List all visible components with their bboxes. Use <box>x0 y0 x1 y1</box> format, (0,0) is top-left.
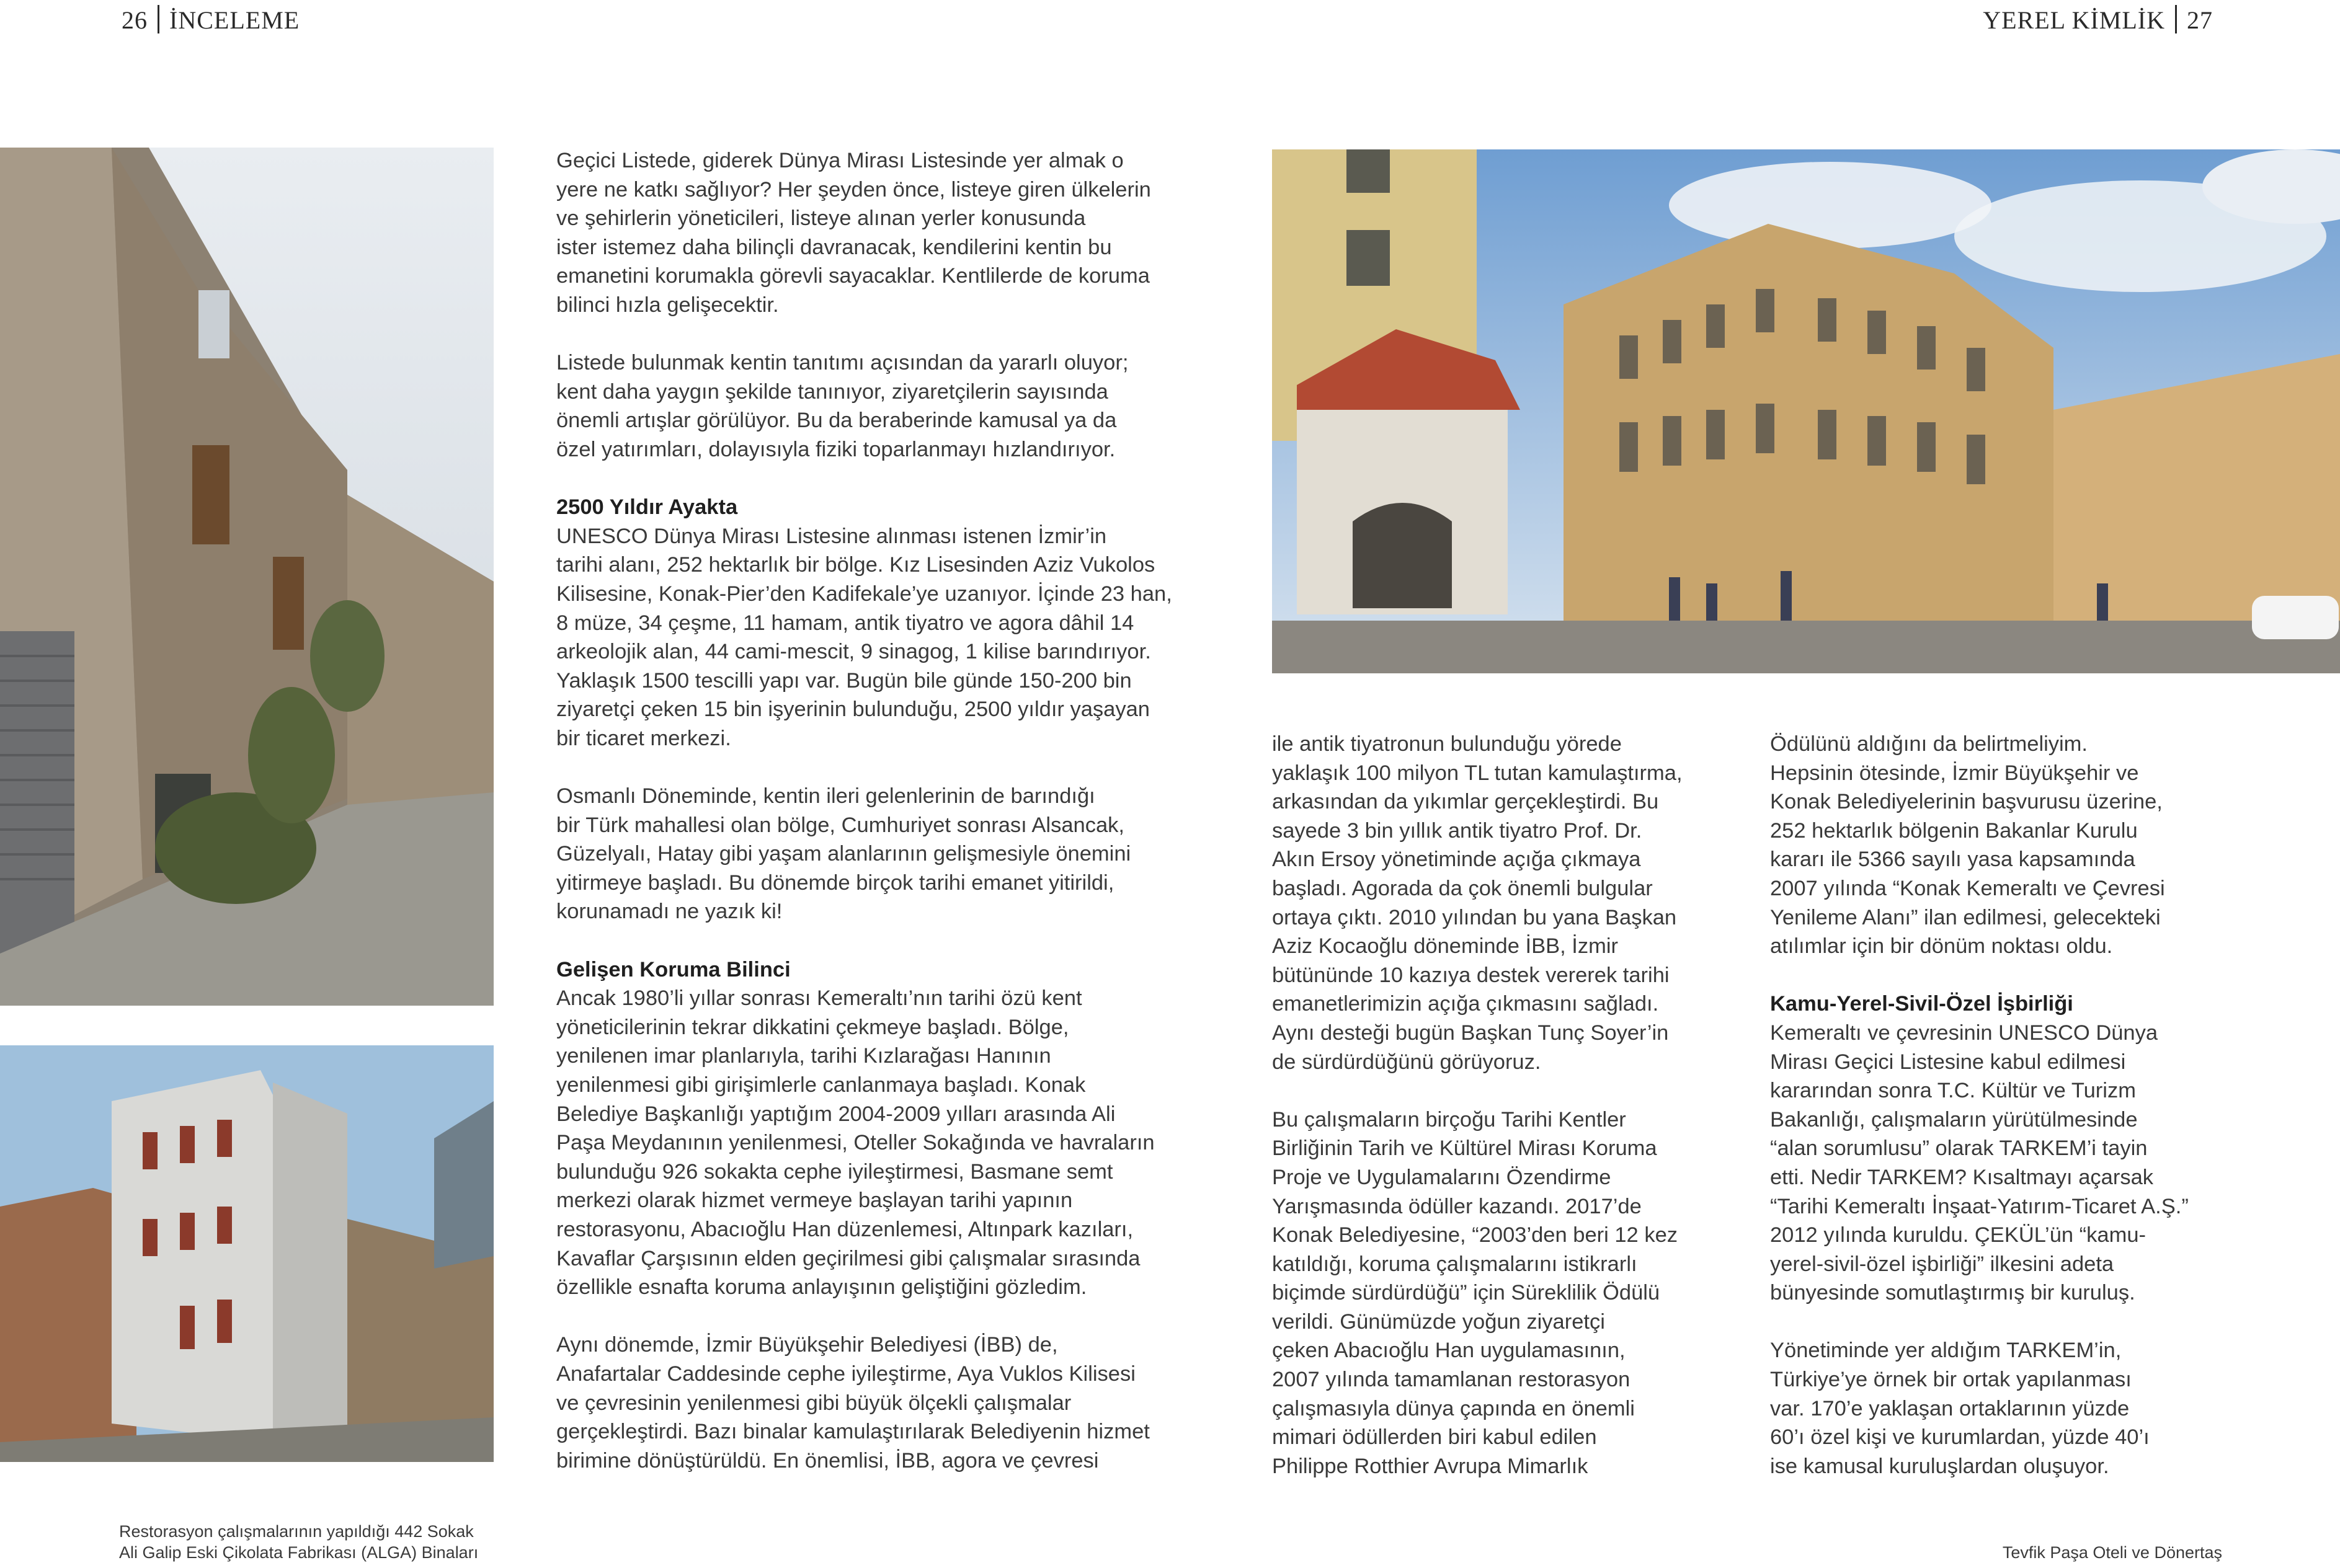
paragraph: Bu çalışmaların birçoğu Tarihi Kentler Birliğinin Tarih ve Kültürel Mirası Koruma Proje ve Uygulamalarını Özendirme Yarışmasında ödüller kazandı. 2017’de Konak Belediyesine, “2003’den beri 12 kez katıldığı, koruma çalışmalarını istikrarlı biçimde sürdürdüğü” için Süreklilik Ödülü verildi. Günümüzde yoğun ziyaretçi çeken Abacıoğlu Han uygulamasının, 2007 yılında tamamlanan restorasyon çalışmasıyla dünya çapında en önemli mimari ödüllerden biri kabul edilen Philippe Rotthier Avrupa Mimarlık <box>1272 1107 1678 1478</box>
section-title-right: YEREL KİMLİK <box>1983 6 2165 34</box>
header-divider <box>2175 5 2177 33</box>
section-heading-kamu-yerel-sivil-ozel: Kamu-Yerel-Sivil-Özel İşbirliği <box>1770 992 2073 1016</box>
paragraph: Yönetiminde yer aldığım TARKEM’in, Türkiye’ye örnek bir ortak yapılanması var. 170’e yaklaşan ortaklarının yüzde 60’ı özel kişi ve kurumlardan, yüzde 40’ı ise kamusal kuruluşlardan oluşuyor. <box>1770 1339 2150 1478</box>
paragraph: UNESCO Dünya Mirası Listesine alınması istenen İzmir’in tarihi alanı, 252 hektarlık bir bölge. Kız Lisesinden Aziz Vukolos Kilisesine, Konak-Pier’den Kadifekale’ye uzanıyor. İçinde 23 han, 8 müze, 34 çeşme, 11 hamam, antik tiyatro ve agora dâhil 14 arkeolojik alan, 44 cami-mescit, 9 sinagog, 1 kilise barındırıyor. Yaklaşık 1500 tescilli yapı var. Bugün bile günde 150-200 bin ziyaretçi çeken 15 bin işyerinin bulunduğu, 2500 yıldır yaşayan bir ticaret merkezi. <box>556 524 1172 750</box>
section-title-left: İNCELEME <box>169 6 300 34</box>
photo-old-street-houses <box>0 148 494 1006</box>
paragraph: Kemeraltı ve çevresinin UNESCO Dünya Mirası Geçici Listesine kabul edilmesi kararından sonra T.C. Kültür ve Turizm Bakanlığı, çalışmaların yürütülmesinde “alan sorumlusu” olarak TARKEM’i tayin etti. Nedir TARKEM? Kısaltmayı açarsak “Tarihi Kemeraltı İnşaat-Yatırım-Ticaret A.Ş.” 2012 yılında kuruldu. ÇEKÜL’ün “kamu- yerel-sivil-özel işbirliği” ilkesini adeta bünyesinde somutlaştırmış bir kuruluş. <box>1770 1021 2189 1305</box>
header-divider <box>158 5 159 33</box>
paragraph: Ancak 1980’li yıllar sonrası Kemeraltı’nın tarihi özü kent yöneticilerinin tekrar dikkatini çekmeye başladı. Bölge, yenilenen imar planlarıyla, tarihi Kızlarağası Hanının yenilenmesi gibi girişimlerle canlanmaya başladı. Konak Belediye Başkanlığı yaptığım 2004-2009 yılları arasında Ali Paşa Meydanının yenilenmesi, Oteller Sokağında ve havraların bulunduğu 926 sokakta cephe iyileştirmesi, Basmane semt merkezi olarak hizmet vermeye başlayan tarihi yapının restorasyonu, Abacıoğlu Han düzenlemesi, Altınpark kazıları, Kavaflar Çarşısının elden geçirilmesi gibi çalışmalar sırasında özellikle esnafta koruma anlayışının geliştiğini gözledim. <box>556 986 1155 1300</box>
article-column-2 <box>1272 730 1743 1481</box>
page-number-left: 26 <box>122 6 148 34</box>
paragraph: Aynı dönemde, İzmir Büyükşehir Belediyesi (İBB) de, Anafartalar Caddesinde cephe iyileştirme, Aya Vuklos Kilisesi ve çevresinin yenilenmesi gibi büyük ölçekli çalışmalar gerçekleştirdi. Bazı binalar kamulaştırılarak Belediyenin hizmet birimine dönüştürüldü. En önemlisi, İBB, agora ve çevresi <box>556 1333 1150 1473</box>
photo-tevfik-pasa-oteli <box>1272 149 2340 673</box>
photo-caption-left: Restorasyon çalışmalarının yapıldığı 442 Sokak Ali Galip Eski Çikolata Fabrikası (ALGA) Binaları <box>119 1522 479 1562</box>
paragraph: Osmanlı Döneminde, kentin ileri gelenlerinin de barındığı bir Türk mahallesi olan bölge, Cumhuriyet sonrası Alsancak, Güzelyalı, Hatay gibi yaşam alanlarının gelişmesiyle önemini yitirmeye başladı. Bu dönemde birçok tarihi emanet yitirildi, korunamadı ne yazık ki! <box>556 784 1131 924</box>
page-number-right: 27 <box>2187 6 2213 34</box>
paragraph: Geçici Listede, giderek Dünya Mirası Listesinde yer almak o yere ne katkı sağlıyor? Her şeyden önce, listeye giren ülkelerin ve şehirlerin yöneticileri, listeye alınan yerler konusunda ister istemez daha bilinçli davranacak, kendilerini kentin bu emanetini korumakla görevli sayacaklar. Kentlilerde de koruma bilinci hızla gelişecektir. <box>556 149 1151 317</box>
paragraph: Ödülünü aldığını da belirtmeliyim. Hepsinin ötesinde, İzmir Büyükşehir ve Konak Belediyelerinin başvurusu üzerine, 252 hektarlık bölgenin Bakanlar Kurulu kararı ile 5366 sayılı yasa kapsamında 2007 yılında “Konak Kemeraltı ve Çevresi Yenileme Alanı” ilan edilmesi, gelecekteki atılımlar için bir dönüm noktası oldu. <box>1770 732 2165 959</box>
photo-caption-right: Tevfik Paşa Oteli ve Dönertaş <box>2002 1543 2222 1562</box>
section-heading-2500-yildir-ayakta: 2500 Yıldır Ayakta <box>556 495 738 520</box>
page-header-right <box>1983 5 2213 35</box>
article-column-1 <box>556 146 1226 1475</box>
paragraph: Listede bulunmak kentin tanıtımı açısından da yararlı oluyor; kent daha yaygın şekilde tanınıyor, ziyaretçilerin sayısında önemli artışlar görülüyor. Bu da beraberinde kamusal ya da özel yatırımları, dolayısıyla fiziki toparlanmayı hızlandırıyor. <box>556 351 1129 461</box>
paragraph: ile antik tiyatronun bulunduğu yörede yaklaşık 100 milyon TL tutan kamulaştırma, arkasından da yıkımlar gerçekleştirdi. Bu sayede 3 bin yıllık antik tiyatro Prof. Dr. Akın Ersoy yönetiminde açığa çıkmaya başladı. Agorada da çok önemli bulgular ortaya çıktı. 2010 yılından bu yana Başkan Aziz Kocaoğlu döneminde İBB, İzmir bütününde 10 kazıya destek vererek tarihi emanetlerimizin açığa çıkmasını sağladı. Aynı desteği bugün Başkan Tunç Soyer’in de sürdürdüğünü görüyoruz. <box>1272 732 1683 1074</box>
section-heading-gelisen-koruma-bilinci: Gelişen Koruma Bilinci <box>556 957 791 981</box>
page-header-left <box>122 5 300 35</box>
article-column-3 <box>1770 730 2241 1481</box>
photo-alga-building <box>0 1045 494 1462</box>
